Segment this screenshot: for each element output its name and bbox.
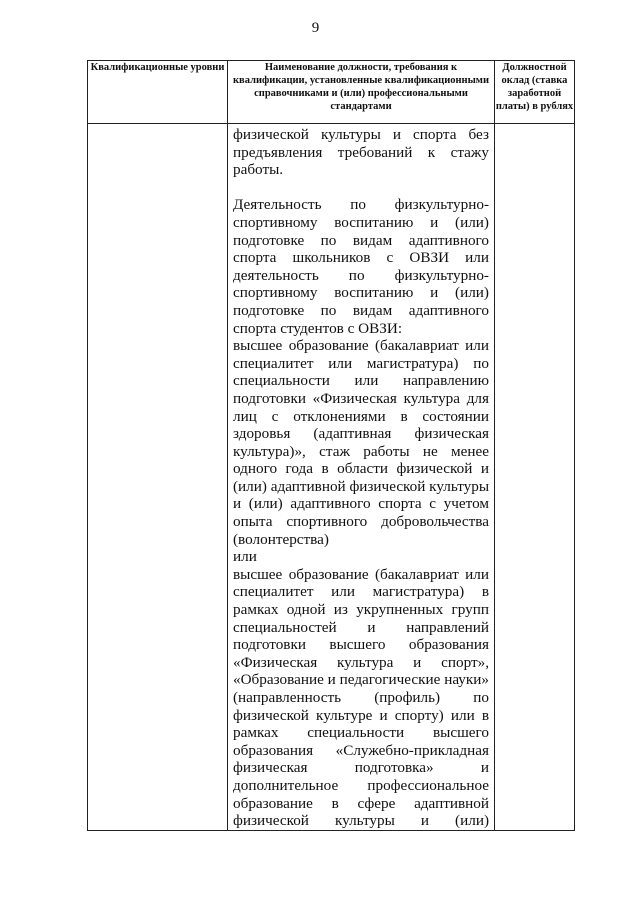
requirements-line: физической культуре и спорту) или в: [233, 706, 489, 724]
requirements-line: дополнительное профессиональное: [233, 776, 489, 794]
requirements-line: Деятельность по физкультурно-: [233, 196, 489, 214]
requirements-line: физической культуры и (или): [233, 812, 489, 830]
requirements-line: физической культуры и спорта без: [233, 126, 489, 143]
requirements-text: [228, 124, 494, 830]
requirements-line: одного года в области физической и: [233, 460, 489, 478]
requirements-line: деятельность по физкультурно-: [233, 266, 489, 284]
requirements-line: специалитет или магистратура) по: [233, 354, 489, 372]
requirements-line: (волонтерства): [233, 530, 329, 548]
requirements-line: лиц с отклонениями в состоянии: [233, 407, 489, 425]
requirements-line: (направленность (профиль) по: [233, 689, 489, 706]
requirements-line: физическая подготовка» и: [233, 759, 489, 777]
requirements-line: высшее образование (бакалавриат или: [233, 565, 489, 583]
requirements-line: специалитет или магистратура) в: [233, 583, 489, 601]
requirements-line: опыта спортивного добровольчества: [233, 513, 489, 531]
header-salary: Должностной оклад (ставка заработной платы) в рублях: [495, 61, 575, 124]
paragraph-gap: [233, 179, 489, 197]
requirements-line: или: [233, 548, 257, 566]
requirements-line: «Образование и педагогические науки»: [233, 671, 489, 689]
requirements-line: (или) адаптивной физической культуры: [233, 477, 490, 495]
requirements-line: специальности или направлению: [233, 372, 489, 390]
table-header-row: [88, 61, 575, 124]
requirements-line: спорта студентов с ОВЗИ:: [233, 319, 403, 337]
requirements-line: подготовки высшего образования: [233, 636, 489, 654]
requirements-line: работы.: [233, 161, 284, 179]
qualification-table: [87, 60, 575, 831]
requirements-line: спорта школьников с ОВЗИ или: [233, 249, 489, 267]
requirements-line: высшее образование (бакалавриат или: [233, 337, 489, 355]
requirements-line: образование в сфере адаптивной: [233, 794, 489, 812]
requirements-line: подготовки «Физическая культура для: [233, 389, 489, 407]
qualification-level-cell: [88, 124, 228, 831]
salary-cell: [495, 124, 575, 831]
header-position-requirements: Наименование должности, требования к квалификации, установленные квалификационными справочниками и (или) профессиональными стандартами: [228, 61, 495, 124]
requirements-line: подготовке по видам адаптивного: [233, 231, 489, 249]
requirements-line: рамках одной из укрупненных групп: [233, 601, 489, 619]
requirements-line: здоровья (адаптивная физическая: [233, 425, 489, 443]
page-number: 9: [311, 20, 320, 36]
requirements-line: спортивному воспитанию и (или): [233, 213, 489, 231]
requirements-line: специальностей и направлений: [233, 618, 489, 636]
requirements-line: и (или) адаптивного спорта с учетом: [233, 495, 489, 513]
requirements-cell: [228, 124, 495, 831]
requirements-line: культура)», стаж работы не менее: [233, 442, 489, 460]
table-row: [88, 124, 575, 831]
requirements-line: рамках специальности высшего: [233, 724, 489, 742]
requirements-line: предъявления требований к стажу: [233, 143, 489, 161]
requirements-line: подготовке по видам адаптивного: [233, 301, 489, 319]
requirements-line: «Физическая культура и спорт»,: [233, 653, 489, 671]
requirements-line: спортивному воспитанию и (или): [233, 284, 489, 302]
header-qualification-levels: Квалификационные уровни: [88, 61, 228, 124]
requirements-line: образования «Служебно-прикладная: [233, 741, 489, 759]
